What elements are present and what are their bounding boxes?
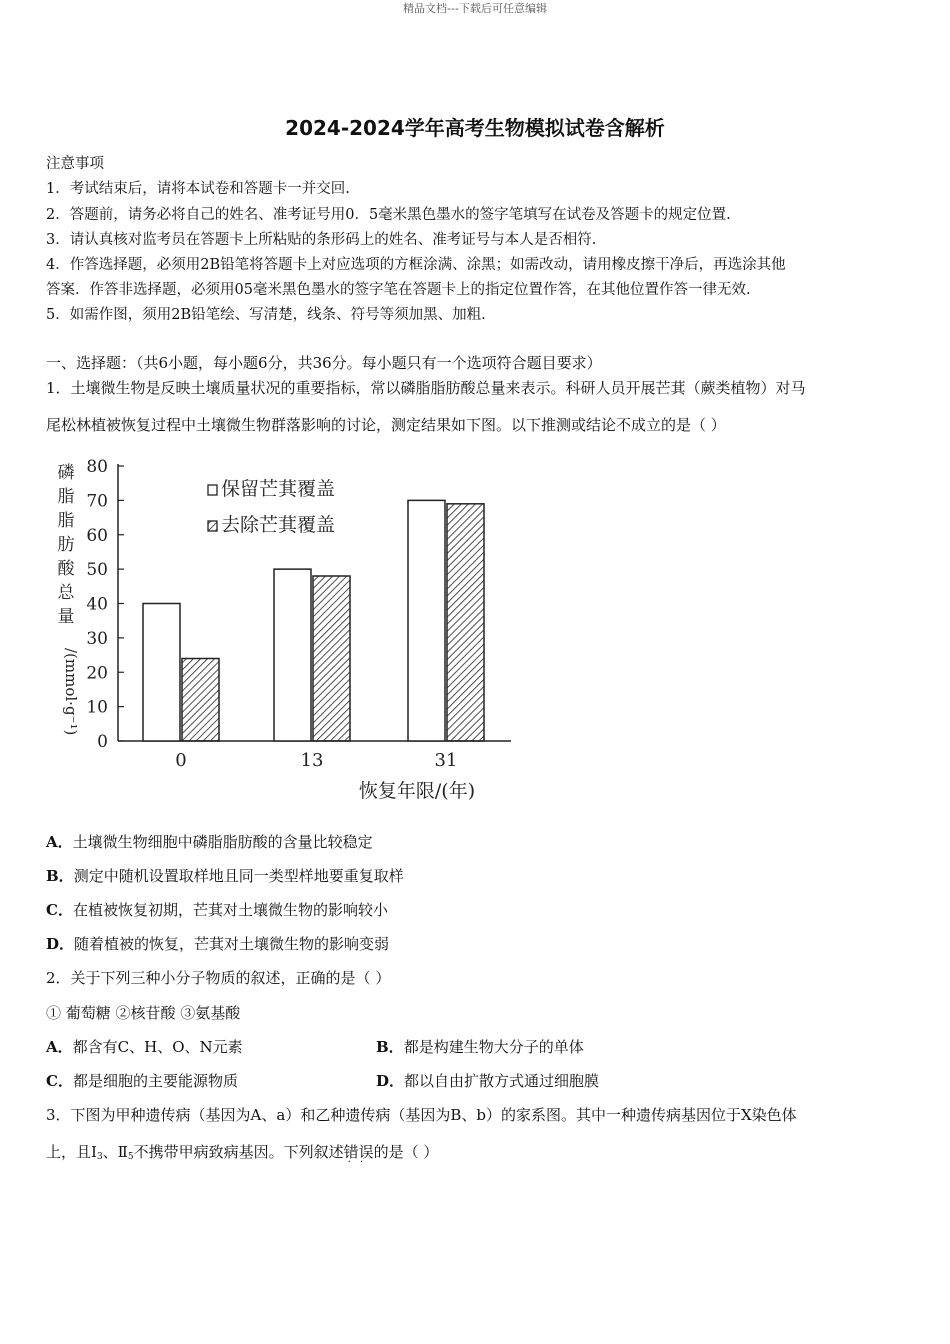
notes-item: 答案．作答非选择题，必须用05毫米黑色墨水的签字笔在答题卡上的指定位置作答，在其他位置作答一律无效. — [46, 282, 751, 298]
y-tick-label: 70 — [86, 491, 108, 512]
notes-item: 2．答题前，请务必将自己的姓名、准考证号用0．5毫米黑色墨水的签字笔填写在试卷及答题卡的规定位置. — [46, 207, 731, 223]
q2-option-d — [376, 1070, 599, 1091]
option-letter: B． — [376, 1038, 404, 1056]
bar-removed — [182, 659, 219, 742]
option-text: 都是构建生物大分子的单体 — [403, 1038, 584, 1056]
y-tick-label: 10 — [86, 697, 108, 718]
notes-item: 1．考试结束后，请将本试卷和答题卡一并交回. — [46, 181, 350, 197]
option-letter: B． — [46, 867, 74, 885]
y-tick-label: 40 — [86, 594, 108, 615]
notes-item: 3．请认真核对监考员在答题卡上所粘贴的条形码上的姓名、准考证号与本人是否相符. — [46, 232, 597, 248]
y-axis-label-char: 酸 — [57, 559, 75, 579]
x-axis-label: 恢复年限/(年) — [358, 780, 476, 802]
q3-subscript: 3 — [96, 1152, 103, 1162]
notes-item: 4．作答选择题，必须用2B铅笔将答题卡上对应选项的方框涂满、涂黑；如需改动，请用橡皮擦干净后，再选涂其他 — [46, 257, 786, 273]
y-tick-label: 0 — [97, 732, 108, 752]
y-axis-label-char: 肪 — [57, 535, 75, 555]
y-axis-label-char: 脂 — [57, 511, 75, 531]
q3-subscript: 5 — [127, 1152, 134, 1162]
option-letter: A． — [46, 1038, 73, 1056]
option-text: 都是细胞的主要能源物质 — [72, 1072, 238, 1090]
y-axis-label-unit: /(mmol·g⁻¹) — [62, 648, 80, 736]
q3-text: 上，且Ⅰ — [46, 1143, 97, 1161]
option-letter: C． — [46, 901, 73, 919]
option-text: 测定中随机设置取样地且同一类型样地要重复取样 — [73, 867, 404, 885]
legend-swatch — [208, 485, 217, 495]
y-axis-label-char: 脂 — [57, 487, 75, 507]
q1-option-a — [46, 831, 373, 852]
option-letter: D． — [376, 1072, 405, 1090]
y-tick-label: 80 — [86, 457, 108, 477]
q3-stem: 3．下图为甲种遗传病（基因为A、a）和乙种遗传病（基因为B、b）的家系图。其中一种遗传病基因位于X染色体 — [46, 1106, 797, 1124]
legend-label: 保留芒萁覆盖 — [221, 478, 336, 500]
notes-item: 5．如需作图，须用2B铅笔绘、写清楚，线条、符号等须加黑、加粗. — [46, 307, 486, 323]
bar-removed — [313, 576, 350, 741]
q1-option-b — [46, 865, 404, 886]
y-axis-label-char: 磷 — [57, 463, 75, 483]
q1-stem: 1．土壤微生物是反映土壤质量状况的重要指标，常以磷脂脂肪酸总量来表示。科研人员开展芒萁（蕨类植物）对马 — [46, 379, 806, 397]
y-tick-label: 60 — [86, 525, 108, 546]
option-text: 都含有C、H、O、N元素 — [72, 1038, 243, 1056]
q3-emphasis: 错误 · · — [344, 1143, 374, 1161]
q2-option-a — [46, 1036, 243, 1057]
q1-option-d — [46, 933, 389, 954]
option-letter: D． — [46, 935, 75, 953]
q3-text: 不携带甲病致病基因。下列叙述 — [133, 1143, 344, 1161]
x-tick-label: 0 — [175, 750, 187, 771]
q1-option-c — [46, 899, 388, 920]
y-tick-label: 50 — [86, 560, 108, 581]
q2-option-c — [46, 1070, 238, 1091]
q1-bar-chart — [46, 452, 526, 812]
x-tick-label: 31 — [434, 750, 458, 771]
y-tick-label: 20 — [86, 663, 108, 684]
bar-retained — [143, 604, 180, 742]
option-text: 随着植被的恢复，芒萁对土壤微生物的影响变弱 — [74, 935, 390, 953]
x-tick-label: 13 — [300, 750, 324, 771]
q2-items: ① 葡萄糖 ②核苷酸 ③氨基酸 — [46, 1004, 241, 1022]
q2-stem: 2．关于下列三种小分子物质的叙述，正确的是（ ） — [46, 969, 391, 987]
q3-stem — [46, 1141, 438, 1162]
legend-swatch — [208, 521, 217, 531]
q3-text: 的是（ ） — [373, 1143, 439, 1161]
notes-heading: 注意事项 — [46, 156, 104, 172]
bar-retained — [274, 569, 311, 741]
y-axis-label-char: 总 — [57, 583, 75, 603]
bar-removed — [447, 504, 484, 741]
legend-label: 去除芒萁覆盖 — [221, 514, 336, 536]
option-letter: A． — [46, 833, 73, 851]
q2-option-b — [376, 1036, 584, 1057]
q3-text: 、Ⅱ — [102, 1143, 128, 1161]
header-note: 精品文档---下载后可任意编辑 — [403, 2, 547, 15]
option-text: 土壤微生物细胞中磷脂脂肪酸的含量比较稳定 — [72, 833, 373, 851]
section-heading: 一、选择题：（共6小题，每小题6分，共36分。每小题只有一个选项符合题目要求） — [46, 354, 602, 372]
bar-retained — [408, 500, 445, 741]
option-letter: C． — [46, 1072, 73, 1090]
q1-stem: 尾松林植被恢复过程中土壤微生物群落影响的讨论，测定结果如下图。以下推测或结论不成立的是（ ） — [46, 416, 726, 434]
option-text: 都以自由扩散方式通过细胞膜 — [404, 1072, 600, 1090]
y-axis-label-char: 量 — [57, 607, 75, 627]
y-tick-label: 30 — [86, 628, 108, 649]
page-title: 2024-2024学年高考生物模拟试卷含解析 — [285, 116, 665, 140]
option-text: 在植被恢复初期，芒萁对土壤微生物的影响较小 — [72, 901, 388, 919]
